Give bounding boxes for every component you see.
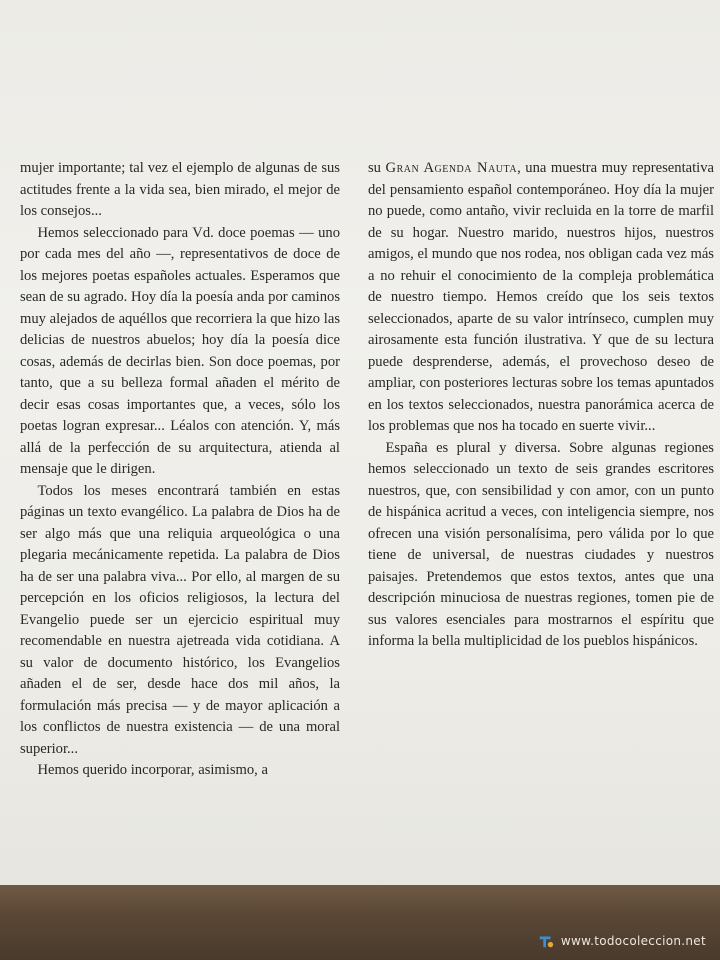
paragraph: España es plural y diversa. Sobre algunas regiones hemos seleccionado un texto de seis grandes escritores nuestros, que, con sensibilidad y con amor, con un punto de hispánica acritud a veces, con inteligencia siempre, nos ofrecen una visión personalísima, pero válida por lo que tiene de universal, de nuestras ciudades y nuestros paisajes. Pretendemos que estos textos, antes que una descripción minuciosa de nuestras regiones, tomen pie de sus valores esenciales para mostrarnos el espíritu que informa la bella multiplicidad de los pueblos hispánicos. [368,439,714,649]
paragraph [368,158,714,438]
paragraph: mujer importante; tal vez el ejemplo de algunas de sus actitudes frente a la vida sea, bien mirado, el mejor de los consejos... [20,160,340,219]
paragraph: Hemos querido incorporar, asimismo, a [37,762,268,778]
watermark [537,932,706,950]
paragraph-start: su [368,160,386,176]
agenda-title: Gran Agenda Nauta [385,160,518,176]
paragraph: Todos los meses encontrará también en estas páginas un texto evangélico. La palabra de Dios ha de ser algo más que una reliquia arqueológica o una plegaria mecánicamente repetida. La palabra de Dios ha de ser una palabra viva... Por ello, al margen de su percepción en los oficios religiosos, la lectura del Evangelio puede ser un ejercicio espiritual muy recomendable en nuestra ajetreada vida cotidiana. A su valor de documento histórico, los Evangelios añaden el de ser, desde hace dos mil años, la formulación más precisa — y de mayor aplicación a los conflictos de nuestra existencia — de una moral superior... [20,482,340,757]
todocoleccion-logo-icon [537,932,555,950]
paragraph: Hemos seleccionado para Vd. doce poemas — uno por cada mes del año —, representativos de doce de los mejores poetas españoles actuales. Esperamos que sean de su agrado. Hoy día la poesía anda por caminos muy alejados de aquéllos que recorriera la que hizo las delicias de nuestros abuelos; hoy día la poesía dice cosas, además de decirlas bien. Son doce poemas, por tanto, que a su belleza formal añaden el mérito de decir esas cosas importantes que, a veces, sólo los poetas logran expresar... Léalos con atención. Y, más allá de la perfección de su arquitectura, atienda al mensaje que le dirigen. [20,224,340,477]
left-text-column [0,158,340,782]
watermark-text: www.todocoleccion.net [560,934,706,948]
right-text-column [368,158,714,653]
paragraph-rest: , una muestra muy representativa del pensamiento español contemporáneo. Hoy día la mujer no puede, como antaño, vivir recluida en la torre de marfil de su hogar. Nuestro marido, nuestros hijos, nuestros amigos, el mundo que nos rodea, nos obligan cada vez más a no rehuir el conocimiento de la compleja problemática de nuestro tiempo. Hemos creído que los seis textos seleccionados, aparte de su valor intrínseco, cumplen muy airosamente esta función ilustrativa. Y que de su lectura puede desprenderse, además, el provechoso deseo de ampliar, con posteriores lecturas sobre los temas apuntados en los textos seleccionados, nuestra panorámica acerca de los problemas que nos ha tocado en suerte vivir... [368,160,715,434]
